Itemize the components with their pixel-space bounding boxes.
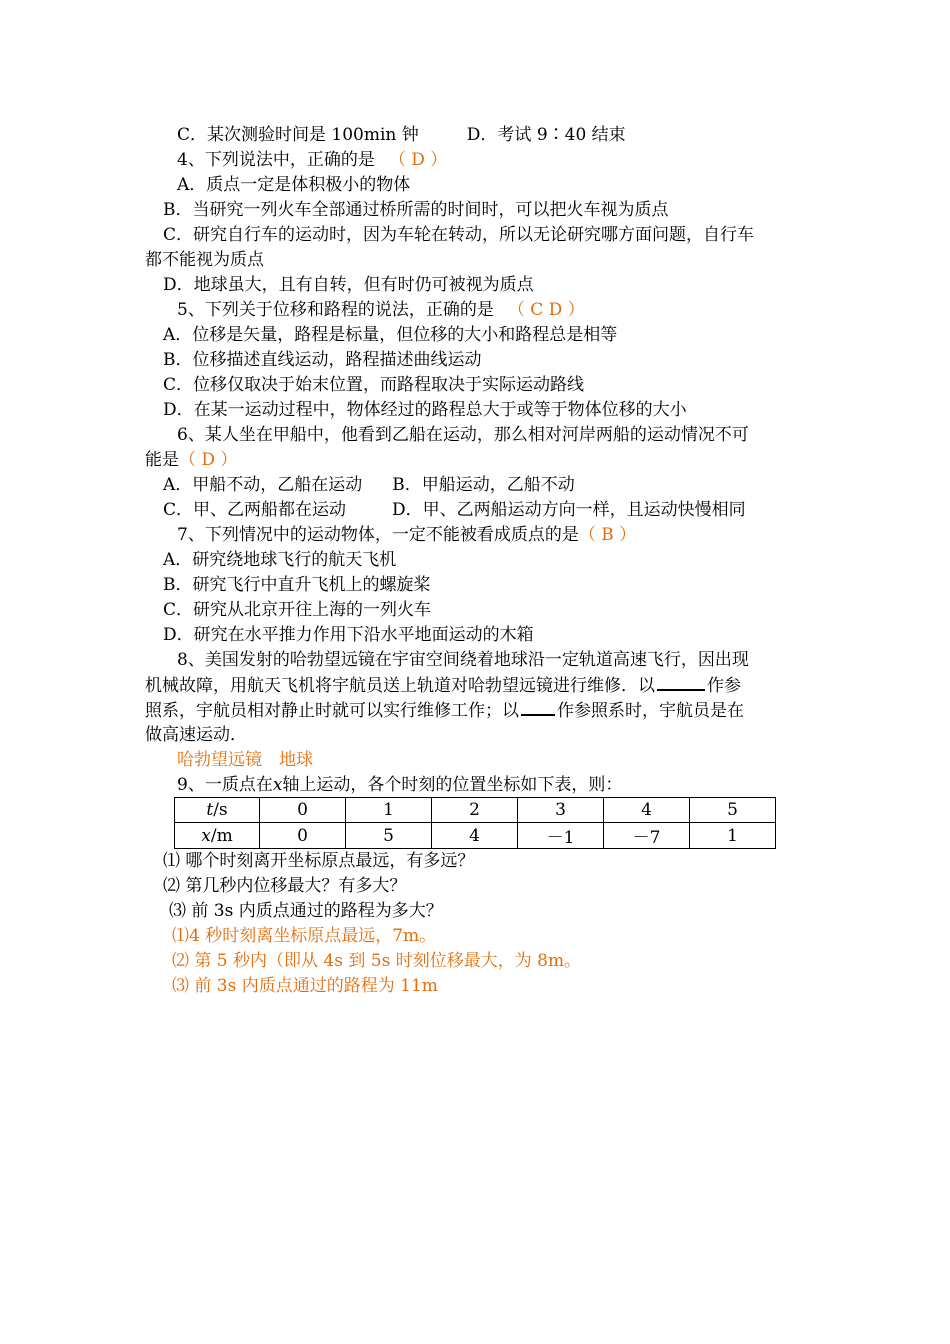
q5-option-d: D．在某一运动过程中，物体经过的路程总大于或等于物体位移的大小 (163, 400, 687, 420)
q4-stem: 4、下列说法中，正确的是 （ D ） (177, 150, 448, 170)
q3-option-c: C．某次测验时间是 100min 钟 (177, 125, 419, 145)
table-header-x: x/m (175, 823, 260, 849)
fill-blank-2 (521, 698, 555, 716)
q8-line2: 机械故障，用航天飞机将宇航员送上轨道对哈勃望远镜进行维修．以 作参 (145, 673, 810, 699)
q7-option-b: B．研究飞行中直升飞机上的螺旋桨 (163, 575, 431, 595)
q7-option-d: D．研究在水平推力作用下沿水平地面运动的木箱 (163, 625, 534, 645)
table-row-time (175, 798, 776, 823)
table-header-t: t/s (175, 798, 260, 823)
q9-answer-1: ⑴4 秒时刻离坐标原点最远，7m。 (172, 926, 437, 946)
table-cell: －1 (518, 823, 604, 849)
q6-option-c: C．甲、乙两船都在运动 (163, 500, 347, 520)
q4-option-c-line1: C．研究自行车的运动时，因为车轮在转动，所以无论研究哪方面问题，自行车 (163, 225, 755, 245)
q6-answer: （ D ） (179, 450, 238, 470)
table-cell: 5 (690, 798, 776, 823)
q8-line4: 做高速运动． (145, 725, 247, 745)
q7-option-c: C．研究从北京开往上海的一列火车 (163, 600, 432, 620)
table-cell: 4 (432, 823, 518, 849)
table-cell: 3 (518, 798, 604, 823)
q9-answer-3: ⑶ 前 3s 内质点通过的路程为 11m (172, 976, 438, 996)
q4-option-d: D．地球虽大，且有自转，但有时仍可被视为质点 (163, 275, 534, 295)
q8-line3: 照系，宇航员相对静止时就可以实行维修工作；以 作参照系时，宇航员是在 (145, 698, 810, 724)
table-cell: 5 (346, 823, 432, 849)
table-cell: 1 (690, 823, 776, 849)
table-cell: 1 (346, 798, 432, 823)
q6-stem-line1: 6、某人坐在甲船中，他看到乙船在运动，那么相对河岸两船的运动情况不可 (177, 425, 749, 445)
table-cell: 0 (260, 798, 346, 823)
q6-options-ab (163, 473, 828, 498)
q7-answer: （ B ） (578, 525, 637, 545)
q4-answer: （ D ） (388, 150, 448, 170)
q5-option-b: B．位移描述直线运动，路程描述曲线运动 (163, 350, 482, 370)
q5-answer: （ C D ） (507, 300, 585, 320)
fill-blank-1 (657, 673, 705, 691)
q4-option-c-line2: 都不能视为质点 (145, 250, 264, 270)
table-cell: －7 (604, 823, 690, 849)
table-row-position (175, 823, 776, 849)
q6-options-cd (163, 498, 828, 523)
q6-option-b: B．甲船运动，乙船不动 (392, 475, 575, 495)
q3-option-d: D．考试 9∶40 结束 (466, 125, 626, 145)
q9-answer-2: ⑵ 第 5 秒内（即从 4s 到 5s 时刻位移最大，为 8m。 (172, 951, 582, 971)
q4-option-a: A．质点一定是体积极小的物体 (177, 175, 411, 195)
q6-stem-line2: 能是（ D ） (145, 450, 238, 470)
q9-stem: 9、一质点在x轴上运动，各个时刻的位置坐标如下表，则： (177, 775, 623, 795)
q3-options-cd (177, 123, 842, 148)
q5-option-c: C．位移仅取决于始末位置，而路程取决于实际运动路线 (163, 375, 585, 395)
q9-sub-3: ⑶ 前 3s 内质点通过的路程为多大？ (169, 901, 443, 921)
q5-stem: 5、下列关于位移和路程的说法，正确的是 （ C D ） (177, 300, 585, 320)
table-cell: 0 (260, 823, 346, 849)
q9-sub-2: ⑵ 第几秒内位移最大？有多大？ (163, 876, 407, 896)
q5-option-a: A．位移是矢量，路程是标量，但位移的大小和路程总是相等 (163, 325, 618, 345)
position-table (174, 797, 776, 849)
q6-option-a: A．甲船不动，乙船在运动 (163, 475, 363, 495)
q7-option-a: A．研究绕地球飞行的航天飞机 (163, 550, 397, 570)
table-cell: 2 (432, 798, 518, 823)
q4-option-b: B．当研究一列火车全部通过桥所需的时间时，可以把火车视为质点 (163, 200, 669, 220)
q8-line1: 8、美国发射的哈勃望远镜在宇宙空间绕着地球沿一定轨道高速飞行，因出现 (177, 650, 749, 670)
q7-stem: 7、下列情况中的运动物体，一定不能被看成质点的是（ B ） (177, 525, 637, 545)
q8-answer: 哈勃望远镜 地球 (177, 750, 313, 770)
q6-option-d: D．甲、乙两船运动方向一样，且运动快慢相同 (392, 500, 746, 520)
q9-sub-1: ⑴ 哪个时刻离开坐标原点最远，有多远？ (163, 851, 475, 871)
table-cell: 4 (604, 798, 690, 823)
